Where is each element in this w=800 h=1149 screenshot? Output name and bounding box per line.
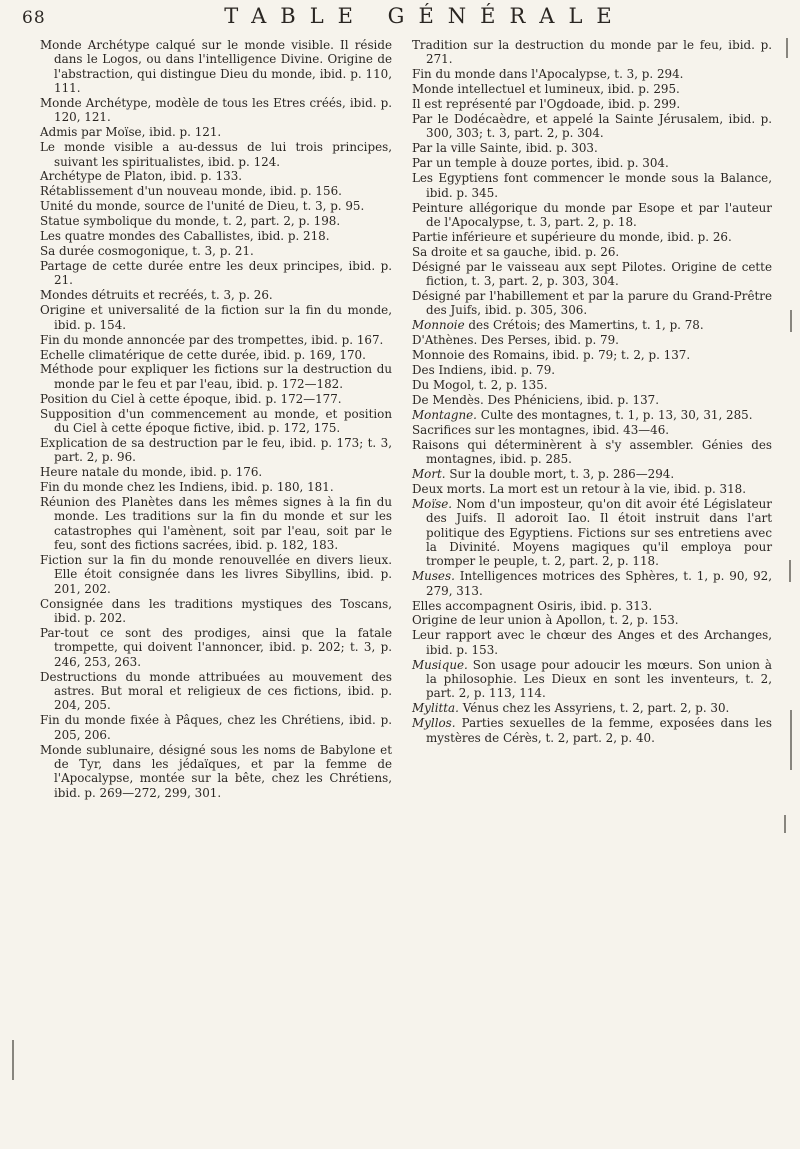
left-column [40,38,392,801]
entry-text: Réunion des Planètes dans les mêmes signes à la fin du monde. Les traditions sur la fin du monde et sur les catastrophes qui l'amènent, soit par l'eau, soit par le feu, sont des fictions sacrées, ibid. p. 182, 183. [40,495,392,553]
index-entry [412,497,772,569]
index-entry [40,465,392,479]
entry-text: Par le Dodécaèdre, et appelé la Sainte Jérusalem, ibid. p. 300, 303; t. 3, part. 2, p. 304. [412,112,772,141]
entry-text: Position du Ciel à cette époque, ibid. p. 172—177. [40,391,342,406]
entry-text: Explication de sa destruction par le feu, ibid. p. 173; t. 3, part. 2, p. 96. [40,435,392,465]
entry-text: Deux morts. La mort est un retour à la vie, ibid. p. 318. [412,481,746,496]
entry-text: Sa durée cosmogonique, t. 3, p. 21. [40,244,254,259]
entry-headword: Mylitta. [412,701,459,716]
index-entry [412,393,772,407]
index-entry [412,467,772,481]
entry-text: Raisons qui déterminèrent à s'y assembler. Génies des montagnes, ibid. p. 285. [412,437,772,467]
entry-text: Les quatre mondes des Caballistes, ibid. p. 218. [40,229,330,244]
index-entry [412,82,772,96]
index-entry [40,348,392,362]
index-entry [412,318,772,332]
entry-text: Leur rapport avec le chœur des Anges et des Archanges, ibid. p. 153. [412,628,772,657]
margin-mark [784,815,786,833]
index-entry [412,230,772,244]
entry-text: Fin du monde fixée à Pâques, chez les Chrétiens, ibid. p. 205, 206. [40,713,392,742]
index-entry [412,716,772,745]
entry-text: Méthode pour expliquer les fictions sur la destruction du monde par le feu et par l'eau, ibid. p. 172—182. [40,362,392,391]
index-entry [412,245,772,259]
margin-mark [12,1040,14,1080]
index-entry [40,184,392,198]
index-entry [412,141,772,155]
entry-headword: Moïse. [412,496,453,511]
entry-text: Elles accompagnent Osiris, ibid. p. 313. [412,598,653,613]
index-entry [40,743,392,800]
entry-text: Heure natale du monde, ibid. p. 176. [40,465,263,480]
index-entry [412,438,772,467]
margin-mark [790,710,792,770]
entry-text: Vénus chez les Assyriens, t. 2, part. 2, p. 30. [458,701,730,716]
index-entry [412,38,772,67]
index-entry [40,288,392,302]
entry-text: Partage de cette durée entre les deux principes, ibid. p. 21. [40,259,392,288]
index-entry [40,597,392,626]
entry-text: Par un temple à douze portes, ibid. p. 304. [412,156,669,171]
index-entry [412,613,772,627]
index-entry [412,701,772,715]
entry-text: Unité du monde, source de l'unité de Dieu, t. 3, p. 95. [40,199,365,214]
entry-headword: Montagne. [412,407,477,422]
entry-text: Mondes détruits et recréés, t. 3, p. 26. [40,288,273,303]
entry-text: Sur la double mort, t. 3, p. 286—294. [445,467,675,482]
index-entry [40,140,392,169]
index-entry [40,436,392,465]
entry-text: Sacrifices sur les montagnes, ibid. 43—46. [412,422,670,437]
margin-mark [789,560,791,582]
entry-text: Sa droite et sa gauche, ibid. p. 26. [412,244,620,259]
entry-text: Monde sublunaire, désigné sous les noms de Babylone et de Tyr, dans les jédaïques, et par la femme de l'Apocalypse, montée sur la bête, chez les Chrétiens, ibid. p. 269—272, 299, 301. [40,742,392,800]
entry-text: Le monde visible a au-dessus de lui trois principes, suivant les spiritualistes, ibid. p. 124. [40,140,392,169]
entry-text: Partie inférieure et supérieure du monde, ibid. p. 26. [412,229,732,244]
index-entry [40,626,392,669]
entry-text: Monnoie des Romains, ibid. p. 79; t. 2, p. 137. [412,348,691,363]
index-entry [40,670,392,713]
index-entry [40,480,392,494]
index-entry [40,38,392,95]
index-entry [412,363,772,377]
margin-mark [790,310,792,332]
entry-headword: Muses. [412,569,455,584]
index-entry [40,169,392,183]
index-entry [412,67,772,81]
index-entry [40,407,392,436]
index-entry [412,348,772,362]
entry-headword: Musique. [412,657,468,672]
margin-mark [786,38,788,58]
entry-text: Monde Archétype, modèle de tous les Etres créés, ibid. p. 120, 121. [40,95,392,125]
entry-headword: Monnoie [412,318,465,333]
index-entry [40,713,392,742]
index-entry [412,112,772,141]
index-entry [412,628,772,657]
entry-text: Désigné par l'habillement et par la parure du Grand-Prêtre des Juifs, ibid. p. 305, 306. [412,288,772,318]
entry-text: Du Mogol, t. 2, p. 135. [412,378,548,392]
index-entry [40,495,392,552]
entry-text: Par la ville Sainte, ibid. p. 303. [412,141,598,156]
index-entry [412,201,772,230]
index-entry [40,199,392,213]
index-entry [412,260,772,289]
entry-text: Supposition d'un commencement au monde, et position du Ciel à cette époque fictive, ibid. p. 172, 175. [40,406,392,436]
entry-text: Statue symbolique du monde, t. 2, part. 2, p. 198. [40,214,341,229]
entry-text: Désigné par le vaisseau aux sept Pilotes. Origine de cette fiction, t. 3, part. 2, p. 303, 304. [412,259,772,289]
entry-text: Les Egyptiens font commencer le monde sous la Balance, ibid. p. 345. [412,171,772,200]
entry-text: Fin du monde dans l'Apocalypse, t. 3, p. 294. [412,67,684,82]
index-entry [40,392,392,406]
index-entry [412,658,772,701]
entry-text: Tradition sur la destruction du monde par le feu, ibid. p. 271. [412,38,772,67]
index-entry [412,423,772,437]
index-entry [40,229,392,243]
entry-text: Intelligences motrices des Sphères, t. 1, p. 90, 92, 279, 313. [426,569,772,598]
index-entry [412,378,772,392]
index-entry [40,259,392,288]
entry-text: Admis par Moïse, ibid. p. 121. [40,125,222,140]
entry-text: Archétype de Platon, ibid. p. 133. [40,169,243,184]
index-entry [40,214,392,228]
index-entry [40,362,392,391]
index-entry [412,569,772,598]
entry-text: Culte des montagnes, t. 1, p. 13, 30, 31, 285. [476,407,753,422]
index-entry [412,171,772,200]
entry-text: des Crétois; des Mamertins, t. 1, p. 78. [464,318,704,333]
index-entry [412,156,772,170]
entry-text: Parties sexuelles de la femme, exposées dans les mystères de Cérès, t. 2, part. 2, p. 40. [426,716,772,745]
entry-text: Par-tout ce sont des prodiges, ainsi que la fatale trompette, qui doivent l'annoncer, ibid. p. 202; t. 3, p. 246, 253, 263. [40,626,392,669]
entry-text: Rétablissement d'un nouveau monde, ibid. p. 156. [40,184,342,199]
entry-text: Origine et universalité de la fiction sur la fin du monde, ibid. p. 154. [40,303,392,332]
index-entry [40,244,392,258]
entry-text: Des Indiens, ibid. p. 79. [412,363,556,378]
index-entry [412,482,772,496]
entry-headword: Myllos. [412,716,456,731]
entry-headword: Mort. [412,467,446,482]
index-entry [40,333,392,347]
entry-text: Destructions du monde attribuées au mouvement des astres. But moral et religieux de ces fictions, ibid. p. 204, 205. [40,669,392,713]
index-entry [412,408,772,422]
entry-text: Origine de leur union à Apollon, t. 2, p. 153. [412,613,679,628]
index-entry [40,303,392,332]
index-entry [40,96,392,125]
entry-text: Son usage pour adoucir les mœurs. Son union à la philosophie. Les Dieux en sont les inventeurs, t. 2, part. 2, p. 113, 114. [426,657,772,701]
entry-text: Fiction sur la fin du monde renouvellée en divers lieux. Elle étoit consignée dans les livres Sibyllins, ibid. p. 201, 202. [40,553,392,596]
entry-text: Peinture allégorique du monde par Esope et par l'auteur de l'Apocalypse, t. 3, part. 2, p. 18. [412,200,772,229]
entry-text: De Mendès. Des Phéniciens, ibid. p. 137. [412,392,659,407]
entry-text: Echelle climatérique de cette durée, ibid. p. 169, 170. [40,347,366,362]
entry-text: Consignée dans les traditions mystiques des Toscans, ibid. p. 202. [40,596,392,626]
entry-text: Fin du monde annoncée par des trompettes, ibid. p. 167. [40,332,384,347]
entry-text: Monde intellectuel et lumineux, ibid. p. 295. [412,82,680,97]
index-entry [412,599,772,613]
index-entry [412,289,772,318]
entry-text: Fin du monde chez les Indiens, ibid. p. 180, 181. [40,480,334,495]
index-entry [412,97,772,111]
index-entry [412,333,772,347]
entry-text: Monde Archétype calqué sur le monde visible. Il réside dans le Logos, ou dans l'intelligence Divine. Origine de l'abstraction, qui distingue Dieu du monde, ibid. p. 110, 111. [40,38,392,96]
entry-text: D'Athènes. Des Perses, ibid. p. 79. [412,333,619,348]
running-head: TABLE GÉNÉRALE [224,4,626,28]
entry-text: Nom d'un imposteur, qu'on dit avoir été Législateur des Juifs. Il adoroit Iao. Il étoit instruit dans l'art politique des Egyptiens. Fictions sur ses entretiens avec la Divinité. Moyens magiques qu'il employa pour tromper le peuple, t. 2, part. 2, p. 118. [426,496,772,569]
page-number: 68 [22,8,46,28]
entry-text: Il est représenté par l'Ogdoade, ibid. p. 299. [412,97,681,112]
index-entry [40,125,392,139]
index-entry [40,553,392,596]
right-column [412,38,772,746]
